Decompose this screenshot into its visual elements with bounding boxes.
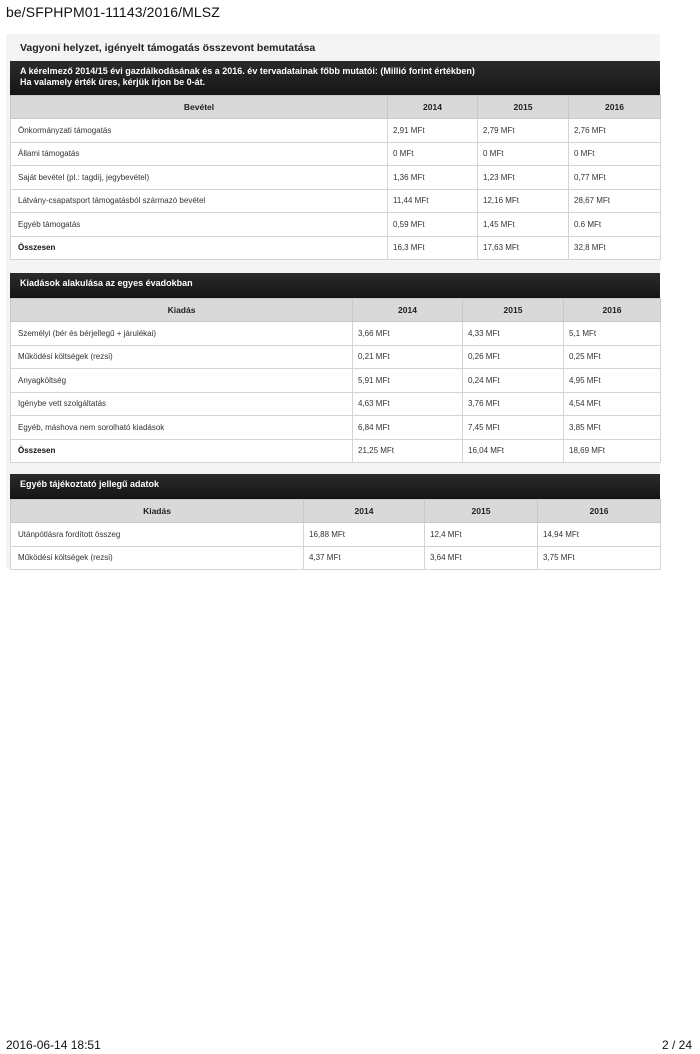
cell-2016: 14,94 MFt <box>538 523 661 547</box>
row-label: Összesen <box>11 439 353 463</box>
cell-2016: 28,67 MFt <box>569 189 661 213</box>
cell-2016: 18,69 MFt <box>564 439 661 463</box>
cell-2015: 7,45 MFt <box>463 416 564 440</box>
row-label: Saját bevétel (pl.: tagdíj, jegybevétel) <box>11 166 388 190</box>
cell-2015: 12,16 MFt <box>478 189 569 213</box>
cell-2015: 3,64 MFt <box>425 546 538 570</box>
cell-2016: 4,54 MFt <box>564 392 661 416</box>
cell-2014: 6,84 MFt <box>353 416 463 440</box>
expenses-section-header <box>10 273 660 298</box>
cell-2016: 3,75 MFt <box>538 546 661 570</box>
cell-2015: 0,26 MFt <box>463 345 564 369</box>
column-header: Kiadás <box>11 500 304 523</box>
total-row <box>11 236 661 260</box>
table-header-row <box>11 500 661 523</box>
column-header: 2016 <box>538 500 661 523</box>
cell-2015: 16,04 MFt <box>463 439 564 463</box>
cell-2014: 1,36 MFt <box>388 166 478 190</box>
table-row <box>11 142 661 166</box>
other-info-section-header <box>10 474 660 499</box>
column-header: 2014 <box>388 96 478 119</box>
revenue-title: A kérelmező 2014/15 évi gazdálkodásának és a 2016. év tervadatainak főbb mutatói: (Millió forint értékben) <box>20 66 475 76</box>
other-info-section <box>10 474 660 570</box>
cell-2016: 32,8 MFt <box>569 236 661 260</box>
table-header-row <box>11 299 661 322</box>
revenue-note: Ha valamely érték üres, kérjük írjon be 0-át. <box>20 77 206 87</box>
cell-2016: 0,77 MFt <box>569 166 661 190</box>
row-label: Összesen <box>11 236 388 260</box>
cell-2016: 5,1 MFt <box>564 322 661 346</box>
cell-2014: 0 MFt <box>388 142 478 166</box>
revenue-section-header <box>10 61 660 95</box>
page-number: 2 / 24 <box>661 1038 692 1052</box>
cell-2015: 4,33 MFt <box>463 322 564 346</box>
cell-2014: 2,91 MFt <box>388 119 478 143</box>
column-header: 2014 <box>304 500 425 523</box>
table-row <box>11 166 661 190</box>
cell-2014: 5,91 MFt <box>353 369 463 393</box>
cell-2014: 21,25 MFt <box>353 439 463 463</box>
cell-2015: 1,45 MFt <box>478 213 569 237</box>
row-label: Működési költségek (rezsi) <box>11 345 353 369</box>
cell-2015: 1,23 MFt <box>478 166 569 190</box>
expenses-table <box>10 298 661 463</box>
table-row <box>11 345 661 369</box>
row-label: Egyéb, máshova nem sorolható kiadások <box>11 416 353 440</box>
row-label: Állami támogatás <box>11 142 388 166</box>
cell-2015: 0,24 MFt <box>463 369 564 393</box>
cell-2016: 0 MFt <box>569 142 661 166</box>
row-label: Anyagköltség <box>11 369 353 393</box>
column-header: 2016 <box>569 96 661 119</box>
table-row <box>11 369 661 393</box>
row-label: Igénybe vett szolgáltatás <box>11 392 353 416</box>
expenses-title: Kiadások alakulása az egyes évadokban <box>20 278 193 288</box>
column-header: Bevétel <box>11 96 388 119</box>
cell-2014: 4,37 MFt <box>304 546 425 570</box>
cell-2014: 4,63 MFt <box>353 392 463 416</box>
cell-2015: 12,4 MFt <box>425 523 538 547</box>
row-label: Látvány-csapatsport támogatásból származó bevétel <box>11 189 388 213</box>
cell-2016: 3,85 MFt <box>564 416 661 440</box>
column-header: 2015 <box>478 96 569 119</box>
row-label: Személyi (bér és bérjellegű + járulékai) <box>11 322 353 346</box>
revenue-section <box>10 61 660 260</box>
cell-2016: 0.6 MFt <box>569 213 661 237</box>
cell-2014: 16,88 MFt <box>304 523 425 547</box>
row-label: Egyéb támogatás <box>11 213 388 237</box>
table-row <box>11 546 661 570</box>
row-label: Működési költségek (rezsi) <box>11 546 304 570</box>
column-header: 2016 <box>564 299 661 322</box>
cell-2015: 17,63 MFt <box>478 236 569 260</box>
table-row <box>11 213 661 237</box>
table-row <box>11 189 661 213</box>
column-header: Kiadás <box>11 299 353 322</box>
cell-2015: 3,76 MFt <box>463 392 564 416</box>
table-row <box>11 523 661 547</box>
table-row <box>11 416 661 440</box>
cell-2016: 0,25 MFt <box>564 345 661 369</box>
column-header: 2015 <box>425 500 538 523</box>
cell-2016: 4,95 MFt <box>564 369 661 393</box>
print-timestamp: 2016-06-14 18:51 <box>6 1038 101 1052</box>
document-id: be/SFPHPM01-11143/2016/MLSZ <box>6 4 220 20</box>
cell-2014: 16,3 MFt <box>388 236 478 260</box>
total-row <box>11 439 661 463</box>
expenses-section <box>10 273 660 463</box>
row-label: Utánpótlásra fordított összeg <box>11 523 304 547</box>
column-header: 2015 <box>463 299 564 322</box>
column-header: 2014 <box>353 299 463 322</box>
cell-2015: 2,79 MFt <box>478 119 569 143</box>
revenue-table <box>10 95 661 260</box>
table-row <box>11 322 661 346</box>
cell-2014: 0,21 MFt <box>353 345 463 369</box>
cell-2014: 11,44 MFt <box>388 189 478 213</box>
cell-2014: 3,66 MFt <box>353 322 463 346</box>
table-row <box>11 119 661 143</box>
table-row <box>11 392 661 416</box>
table-header-row <box>11 96 661 119</box>
cell-2015: 0 MFt <box>478 142 569 166</box>
cell-2016: 2,76 MFt <box>569 119 661 143</box>
other-info-title: Egyéb tájékoztató jellegű adatok <box>20 479 160 489</box>
cell-2014: 0,59 MFt <box>388 213 478 237</box>
other-info-table <box>10 499 661 570</box>
page-heading: Vagyoni helyzet, igényelt támogatás összevont bemutatása <box>20 42 316 54</box>
row-label: Önkormányzati támogatás <box>11 119 388 143</box>
